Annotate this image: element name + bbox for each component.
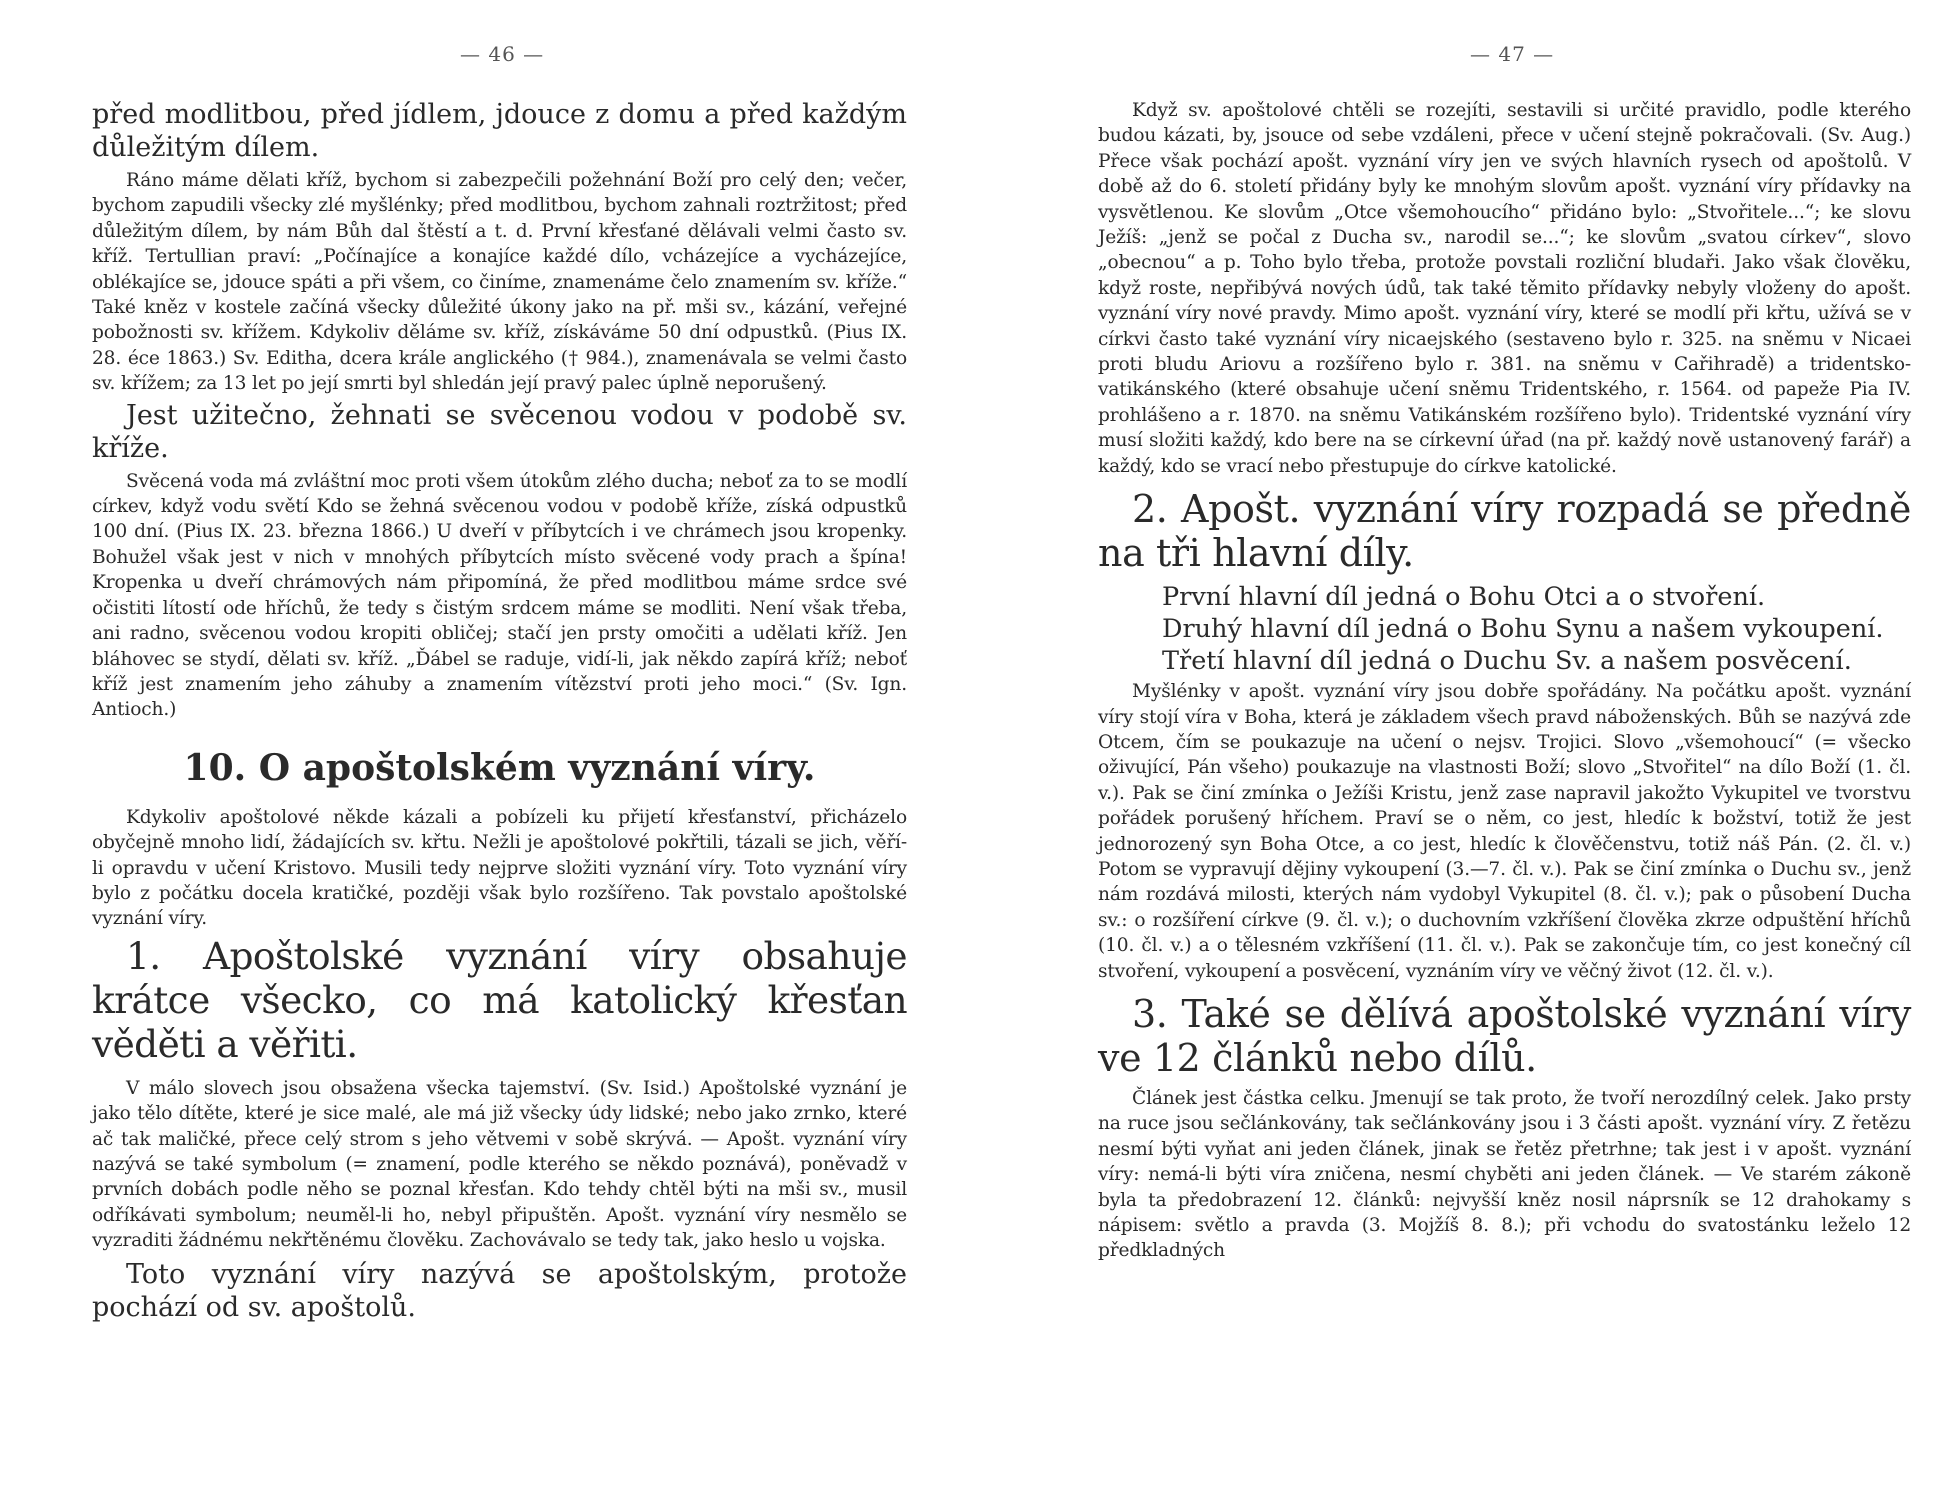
paragraph: Svěcená voda má zvláštní moc proti všem útokům zlého ducha; neboť za to se modlí církev, když vodu světí Kdo se žehná svěcenou vodou v podobě kříže, získá odpustků 100 dní. (Pius IX. 23. března 1866.) U dveří v příbytcích i ve chrámech jsou kropenky. Bohužel však jest v nich v mnohých příbytcích místo svěcené vody prach a špína! Kropenka u dveří chrámových nám připomíná, že před modlitbou máme srdce své očistiti lítostí ode hříchů, že tedy s čistým srdcem máme se modliti. Není však třeba, ani radno, svěcenou vodou kropiti obličej; stačí jen prsty omočiti a udělati kříž. Jen bláhovec se stydí, dělati sv. kříž. „Ďábel se raduje, vidí-li, jak někdo zapírá kříž; neboť kříž jest znamením jeho záhuby a znamením vítězství proti jeho moci.“ (Sv. Ign. Antioch.)	[92, 470, 907, 721]
right-page	[1098, 0, 1911, 1500]
section-heading: 2. Apošt. vyznání víry rozpadá se předně na tři hlavní díly.	[1098, 487, 1911, 576]
list	[1098, 581, 1911, 677]
paragraph: Kdykoliv apoštolové někde kázali a pobízeli ku přijetí křesťanství, přicházelo obyčejně mnoho lidí, žádajících sv. křtu. Nežli je apoštolové pokřtili, tázali se jich, věří-li opravdu v učení Kristovo. Musili tedy nejprve složiti vyznání víry. Toto vyznání víry bylo z počátku docela kratičké, později však bylo rozšířeno. Tak povstalo apoštolské vyznání víry.	[92, 806, 907, 930]
paragraph: Jest užitečno, žehnati se svěcenou vodou v podobě sv. kříže.	[92, 399, 907, 464]
page-number: — 46 —	[460, 42, 545, 66]
paragraph: Když sv. apoštolové chtěli se rozejíti, sestavili si určité pravidlo, podle kterého budou kázati, by, jsouce od sebe vzdáleni, přece v učení stejně pokračovali. (Sv. Aug.) Přece však pochází apošt. vyznání víry jen ve svých hlavních rysech od apoštolů. V době až do 6. století přidány byly ke mnohým slovům apošt. vyznání víry přídavky na vysvětlenou. Ke slovům „Otce všemohoucího“ přidáno bylo: „Stvořitele...“; ke slovu Ježíš: „jenž se počal z Ducha sv., narodil se...“; ke slovům „svatou církev“, slovo „obecnou“ a p. Toho bylo třeba, protože povstali rozliční bludaři. Jako však člověku, když roste, nepřibývá nových údů, tak také těmito přídavky nebyly vloženy do apošt. vyznání víry nové pravdy. Mimo apošt. vyznání víry, které se modlí při křtu, užívá se v církvi často také vyznání víry nicaejského (sestaveno bylo r. 325. na sněmu v Nicaei proti bludu Ariovu a rozšířeno bylo r. 381. na sněmu v Cařihradě) a tridentsko-vatikánského (které obsahuje učení sněmu Tridentského, r. 1564. od papeže Pia IV. prohlášeno a r. 1870. na sněmu Vatikánském rozšířeno bylo). Tridentské vyznání víry musí složiti každý, kdo bere na se církevní úřad (na př. každý nově ustanovený farář) a každý, kdo se vrací nebo přestupuje do církve katolické.	[1098, 100, 1911, 477]
section-heading: 1. Apoštolské vyznání víry obsahuje krátce všecko, co má katolický křesťan věděti a věřiti.	[92, 933, 907, 1066]
left-page	[92, 0, 907, 1500]
list-item: Druhý hlavní díl jedná o Bohu Synu a našem vykoupení.	[1162, 614, 1884, 645]
paragraph: V málo slovech jsou obsažena všecka tajemství. (Sv. Isid.) Apoštolské vyznání je jako tělo dítěte, které je sice malé, ale má již všecky údy lidské; nebo jako zrnko, které ač tak maličké, přece celý strom s jeho větvemi v sobě skrývá. — Apošt. vyznání víry nazývá se také symbolum (= znamení, podle kterého se někdo poznává), poněvadž v prvních dobách podle něho se poznal křesťan. Kdo tehdy chtěl býti na mši sv., musil odříkávati symbolum; neuměl-li ho, nebyl připuštěn. Apošt. vyznání víry nesmělo se vyzraditi žádnému nekřtěnému člověku. Zachovávalo se tedy tak, jako heslo u vojska.	[92, 1077, 907, 1252]
right-page-content	[1098, 98, 1911, 1264]
paragraph: Ráno máme dělati kříž, bychom si zabezpečili požehnání Boží pro celý den; večer, bychom zapudili všecky zlé myšlénky; před modlitbou, bychom zahnali roztržitost; před důležitým dílem, by nám Bůh dal štěstí a t. d. První křesťané dělávali velmi často sv. kříž. Tertullian praví: „Počínajíce a konajíce každé dílo, vcházejíce a vycházejíce, oblékajíce se, jdouce spáti a při všem, co činíme, znamenáme čelo znamením sv. kříže.“ Také kněz v kostele začíná všecky důležité úkony jako na př. mši sv., kázání, veřejné pobožnosti sv. křížem. Kdykoliv děláme sv. kříž, získáváme 50 dní odpustků. (Pius IX. 28. éce 1863.) Sv. Editha, dcera krále anglického († 984.), znamenávala se velmi často sv. křížem; za 13 let po její smrti byl shledán její pravý palec úplně neporušený.	[92, 170, 907, 395]
paragraph: Toto vyznání víry nazývá se apoštolským, protože pochází od sv. apoštolů.	[92, 1258, 907, 1323]
list-item: Třetí hlavní díl jedná o Duchu Sv. a našem posvěcení.	[1162, 646, 1852, 677]
paragraph: před modlitbou, před jídlem, jdouce z domu a před každým důležitým dílem.	[92, 99, 907, 163]
chapter-heading: 10. O apoštolském vyznání víry.	[183, 746, 816, 789]
section-heading: 3. Také se dělívá apoštolské vyznání víry ve 12 článků nebo dílů.	[1098, 991, 1911, 1080]
left-page-content	[92, 98, 907, 1324]
list-item: První hlavní díl jedná o Bohu Otci a o stvoření.	[1162, 582, 1766, 613]
paragraph: Myšlénky v apošt. vyznání víry jsou dobře spořádány. Na počátku apošt. vyznání víry stojí víra v Boha, která je základem všech pravd náboženských. Bůh se nazývá zde Otcem, čím se poukazuje na učení o nejsv. Trojici. Slovo „všemohoucí“ (= všecko oživující, Pán všeho) poukazuje na vlastnosti Boží; slovo „Stvořitel“ na dílo Boží (1. čl. v.). Pak se činí zmínka o Ježíši Kristu, jenž zase napravil jakožto Vykupitel ve tvorstvu pořádek porušený hříchem. Praví se o něm, co jest, hledíc k božství, totiž že jest jednorozený syn Boha Otce, a co jest, hledíc k člověčenstvu, totiž náš Pán. (2. čl. v.) Potom se vypravují dějiny vykoupení (3.—7. čl. v.). Pak se činí zmínka o Duchu sv., jenž nám rozdává milosti, kterých nám vydobyl Vykupitel (8. čl. v.); pak o působení Ducha sv.: o rozšíření církve (9. čl. v.); o duchovním vzkříšení člověka zkrze odpuštění hříchů (10. čl. v.) a o tělesném vzkříšení (11. čl. v.). Pak se zakončuje tím, co jest konečný cíl stvoření, vykoupení a posvěcení, vyznáním víry ve věčný život (12. čl. v.).	[1098, 681, 1911, 982]
page-number: — 47 —	[1470, 42, 1555, 66]
paragraph: Článek jest částka celku. Jmenují se tak proto, že tvoří nerozdílný celek. Jako prsty na ruce jsou sečlánkovány, tak sečlánkovány jsou i 3 části apošt. vyznání víry. Z řetězu nesmí býti vyňat ani jeden článek, jinak se řetěz přetrhne; tak jest i v apošt. vyznání víry: nemá-li býti víra zničena, nesmí chyběti ani jeden článek. — Ve starém zákoně byla ta předobrazení 12. článků: nejvyšší kněz nosil náprsník se 12 drahokamy s nápisem: světlo a pravda (3. Mojžíš 8. 8.); při vchodu do svatostánku leželo 12 předkladných	[1098, 1087, 1911, 1262]
